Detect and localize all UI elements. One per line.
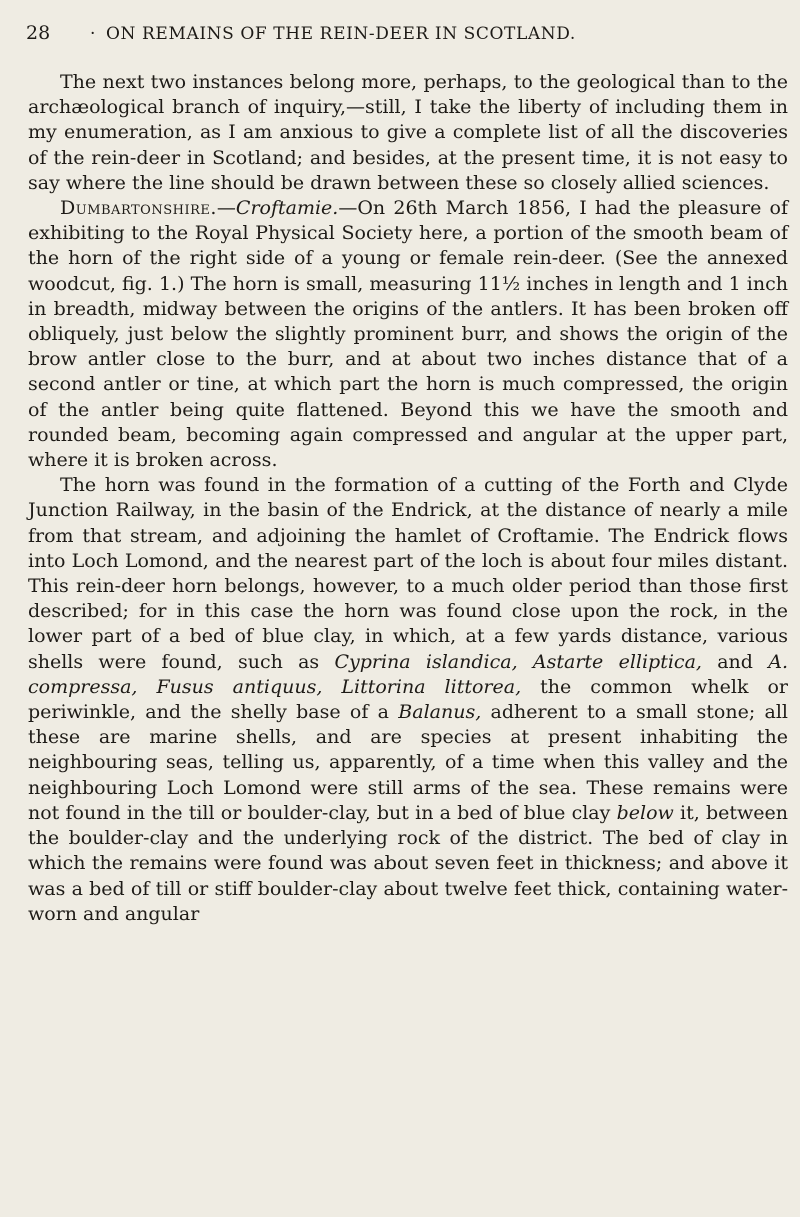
body-text xyxy=(28,70,788,927)
p3-text-2: and xyxy=(701,650,769,673)
paragraph-1: The next two instances belong more, perhaps, to the geological than to the archæological branch of inquiry,—still, I take the liberty of including them in my enumeration, as I am anxious to give a complete list of all the discoveries of the rein-deer in Scotland; and besides, at the present time, it is not easy to say where the line should be drawn between these so closely allied sciences. xyxy=(28,71,788,194)
running-head-text: ON REMAINS OF THE REIN-DEER IN SCOTLAND. xyxy=(106,24,576,44)
paragraph-2-text: —On 26th March 1856, I had the pleasure of exhibiting to the Royal Physical Society here, a portion of the smooth beam of the horn of the right side of a young or female rein-deer. (See the annexed woodcut, fig. 1.) The horn is small, measuring 11½ inches in length and 1 inch in breadth, midway between the origins of the antlers. It has been broken off obliquely, just below the slightly prominent burr, and shows the origin of the brow antler close to the burr, and at about two inches distance that of a second antler or tine, at which part the horn is much compressed, the origin of the antler being quite flattened. Beyond this we have the smooth and rounded beam, becoming again compressed and angular at the upper part, where it is broken across. xyxy=(28,197,788,472)
p3-species-3: Balanus, xyxy=(398,701,482,724)
p3-species-2: A. compressa, Fusus antiquus, Littorina littorea, xyxy=(28,650,788,698)
paragraph-2 xyxy=(28,196,788,473)
p3-text-3: the common whelk or periwinkle, and the shelly base of a xyxy=(28,675,789,724)
county-heading: Dumbartonshire. xyxy=(60,197,217,220)
paragraph-3 xyxy=(28,473,788,927)
header-dot: · xyxy=(90,24,97,44)
locality-heading: Croftamie. xyxy=(235,197,339,220)
p3-species-1: Cyprina islandica, Astarte elliptica, xyxy=(334,650,702,673)
p3-text-5: it, between the boulder-clay and the underlying rock of the district. The bed of clay in which the remains were found was about seven feet in thickness; and above it was a bed of till or stiff boulder-clay about twelve feet thick, containing water-worn and angular xyxy=(28,801,788,925)
heading-dash: — xyxy=(216,197,236,220)
p3-text-4: adherent to a small stone; all these are marine shells, and are species at present inhabiting the neighbouring seas, telling us, apparently, of a time when this valley and the neighbouring Loch Lomond were still arms of the sea. These remains were not found in the till or boulder-clay, but in a bed of blue clay xyxy=(28,701,788,824)
page-number: 28 xyxy=(26,22,51,44)
p3-emphasis-below: below xyxy=(616,801,674,824)
p3-text-1: The horn was found in the formation of a cutting of the Forth and Clyde Junction Railway, in the basin of the Endrick, at the distance of nearly a mile from that stream, and adjoining the hamlet of Croftamie. The Endrick flows into Loch Lomond, and the nearest part of the loch is about four miles distant. This rein-deer horn belongs, however, to a much older period than those first described; for in this case the horn was found close upon the rock, in the lower part of a bed of blue clay, in which, at a few yards distance, various shells were found, such as xyxy=(28,474,788,673)
page-header xyxy=(26,22,770,48)
running-head xyxy=(90,24,576,44)
